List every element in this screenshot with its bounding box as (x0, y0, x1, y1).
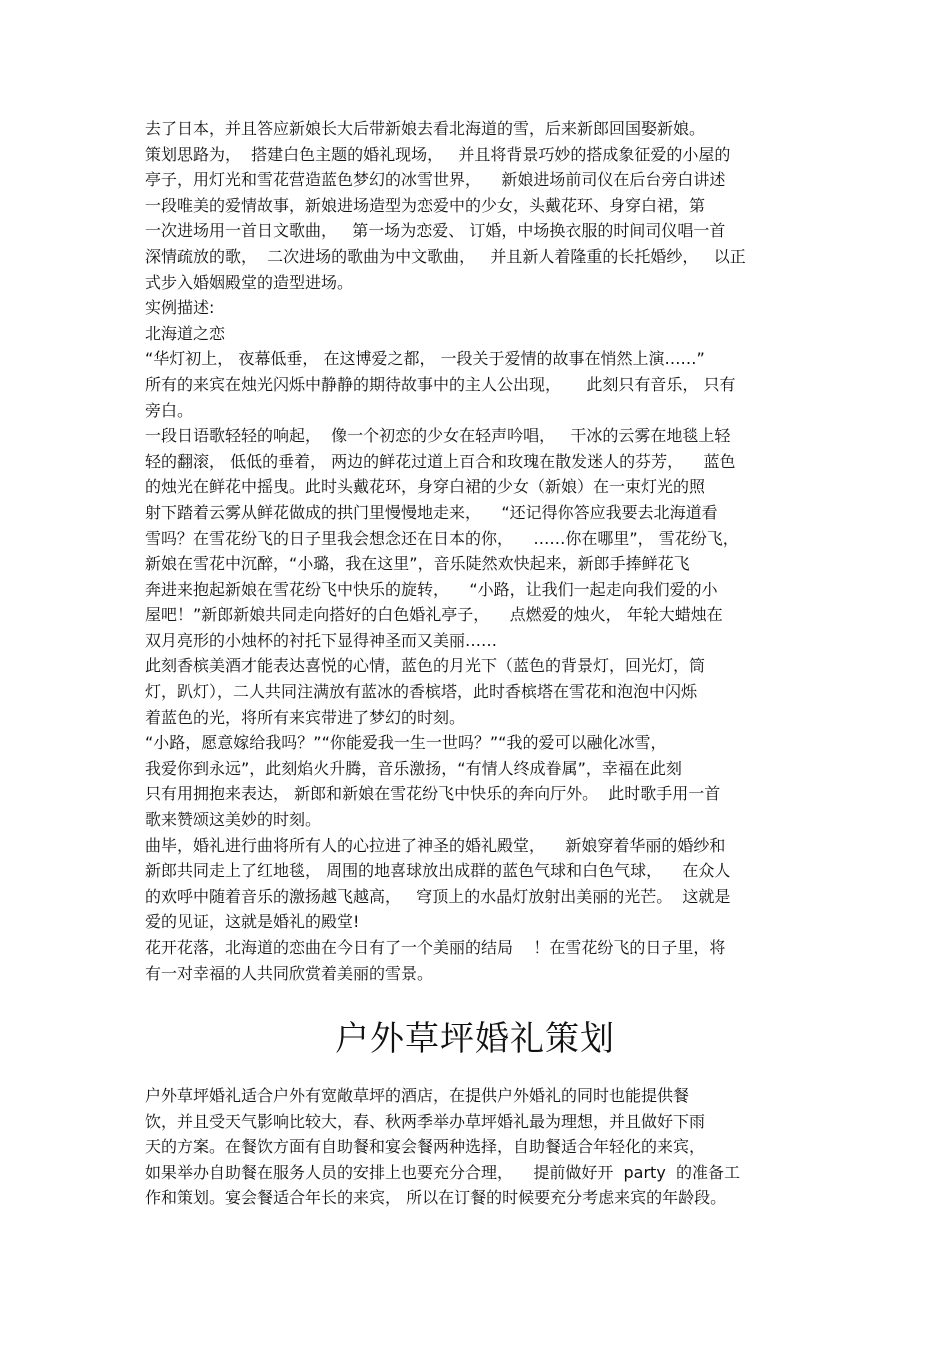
text-line: 深情疏放的歌， 二次进场的歌曲为中文歌曲， 并且新人着隆重的长托婚纱， 以正 (145, 246, 746, 266)
text-line: 新娘在雪花中沉醉，“小璐，我在这里”，音乐陡然欢快起来，新郎手捧鲜花飞 (145, 554, 690, 574)
text-line: 屋吧！”新郎新娘共同走向搭好的白色婚礼亭子， 点燃爱的烛火， 年轮大蜡烛在 (145, 605, 723, 625)
text-line: 饮，并且受天气影响比较大，春、秋两季举办草坪婚礼最为理想，并且做好下雨 (145, 1111, 706, 1131)
wedding-story-section (145, 116, 810, 986)
text-line: 一段唯美的爱情故事，新娘进场造型为恋爱中的少女，头戴花环、身穿白裙，第 (145, 195, 706, 215)
text-line: “小路，愿意嫁给我吗？”“你能爱我一生一世吗？”“我的爱可以融化冰雪， (145, 733, 667, 753)
text-line: 式步入婚姻殿堂的造型进场。 (145, 272, 354, 292)
text-line: 射下踏着云雾从鲜花做成的拱门里慢慢地走来， “还记得你答应我要去北海道看 (145, 502, 718, 522)
text-line: 爱的见证，这就是婚礼的殿堂! (145, 912, 360, 932)
text-line: 去了日本，并且答应新娘长大后带新娘去看北海道的雪，后来新郎回国娶新娘。 (145, 119, 706, 138)
text-line: 奔进来抱起新娘在雪花纷飞中快乐的旋转， “小路，让我们一起走向我们爱的小 (145, 579, 718, 599)
text-line: “华灯初上， 夜幕低垂， 在这博爱之都， 一段关于爱情的故事在悄然上演……” (145, 349, 705, 369)
text-line: 所有的来宾在烛光闪烁中静静的期待故事中的主人公出现， 此刻只有音乐， 只有 (145, 374, 736, 394)
text-line: 有一对幸福的人共同欣赏着美丽的雪景。 (145, 963, 434, 983)
text-line: 曲毕，婚礼进行曲将所有人的心拉进了神圣的婚礼殿堂， 新娘穿着华丽的婚纱和 (145, 835, 726, 855)
text-line: 如果举办自助餐在服务人员的安排上也要充分合理， 提前做好开 party 的准备工 (145, 1162, 740, 1182)
text-line: 作和策划。宴会餐适合年长的来宾， 所以在订餐的时候要充分考虑来宾的年龄段。 (145, 1188, 727, 1208)
text-line: 一次进场用一首日文歌曲， 第一场为恋爱、 订婚，中场换衣服的时间司仪唱一首 (145, 221, 726, 241)
text-line: 灯，趴灯），二人共同注满放有蓝冰的香槟塔，此时香槟塔在雪花和泡泡中闪烁 (145, 682, 698, 702)
text-line: 我爱你到永远”，此刻焰火升腾，音乐激扬，“有情人终成眷属”，幸福在此刻 (145, 758, 682, 778)
text-line: 的欢呼中随着音乐的激扬越飞越高， 穹顶上的水晶灯放射出美丽的光芒。 这就是 (145, 886, 731, 906)
text-line: 天的方案。在餐饮方面有自助餐和宴会餐两种选择，自助餐适合年轻化的来宾， (145, 1137, 706, 1157)
text-line: 亭子，用灯光和雪花营造蓝色梦幻的冰雪世界， 新娘进场前司仪在后台旁白讲述 (145, 170, 726, 190)
text-line: 户外草坪婚礼适合户外有宽敞草坪的酒店，在提供户外婚礼的同时也能提供餐 (145, 1086, 690, 1105)
text-line: 只有用拥抱来表达， 新郎和新娘在雪花纷飞中快乐的奔向厅外。 此时歌手用一首 (145, 784, 721, 804)
outdoor-wedding-section (145, 1083, 810, 1211)
text-line: 的烛光在鲜花中摇曳。此时头戴花环，身穿白裙的少女（新娘）在一束灯光的照 (145, 477, 706, 497)
section-title: 户外草坪婚礼策划 (335, 1019, 615, 1059)
text-line: 新郎共同走上了红地毯， 周围的地喜球放出成群的蓝色气球和白色气球， 在众人 (145, 861, 731, 881)
text-line: 雪吗？在雪花纷飞的日子里我会想念还在日本的你， ……你在哪里”， 雪花纷飞， (145, 528, 739, 548)
text-line: 花开花落，北海道的恋曲在今日有了一个美丽的结局 ！在雪花纷飞的日子里，将 (145, 938, 726, 957)
text-line: 北海道之恋 (145, 323, 226, 343)
text-line: 着蓝色的光，将所有来宾带进了梦幻的时刻。 (145, 707, 466, 727)
text-line: 轻的翻滚， 低低的垂着， 两边的鲜花过道上百合和玫瑰在散发迷人的芬芳， 蓝色 (145, 451, 736, 471)
text-line: 一段日语歌轻轻的响起， 像一个初恋的少女在轻声吟唱， 干冰的云雾在地毯上轻 (145, 426, 731, 446)
text-line: 歌来赞颂这美妙的时刻。 (145, 810, 322, 830)
text-line: 策划思路为， 搭建白色主题的婚礼现场， 并且将背景巧妙的搭成象征爱的小屋的 (145, 144, 731, 164)
text-line: 双月亮形的小烛杯的衬托下显得神圣而又美丽…… (145, 630, 498, 650)
text-line: 实例描述: (145, 298, 215, 318)
text-line: 此刻香槟美酒才能表达喜悦的心情，蓝色的月光下（蓝色的背景灯，回光灯，筒 (145, 656, 706, 676)
text-line: 旁白。 (145, 400, 194, 420)
